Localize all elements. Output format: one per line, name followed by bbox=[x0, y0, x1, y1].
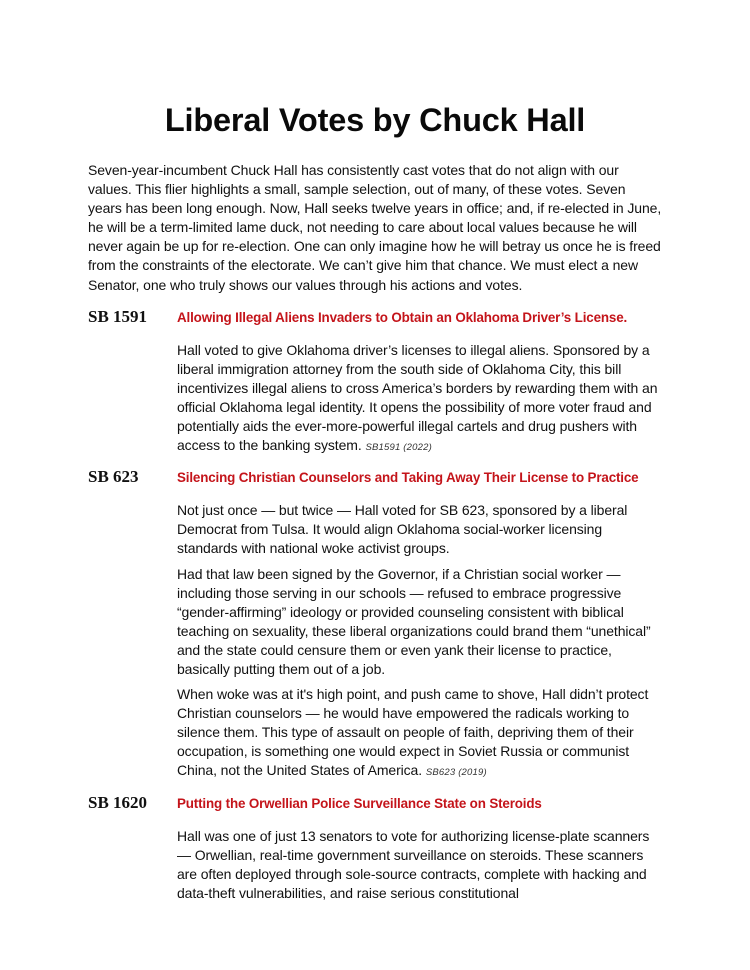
bill-paragraph bbox=[177, 685, 662, 782]
bill-paragraph: Not just once — but twice — Hall voted for SB 623, sponsored by a liberal Democrat from Tulsa. It would align Oklahoma social-worker licensing standards with national woke activist groups. bbox=[177, 502, 628, 557]
bill-body bbox=[177, 341, 662, 458]
bill-section-sb1620 bbox=[88, 793, 662, 903]
bill-paragraph-text: Hall voted to give Oklahoma driver’s licenses to illegal aliens. Sponsored by a liberal immigration attorney from the south side of Oklahoma City, this bill incentivizes illegal aliens to cross America’s borders by rewarding them with an official Oklahoma legal identity. It opens the possibility of more voter fraud and potentially aids the ever-more-powerful illegal cartels and drug pushers with access to the banking system. bbox=[177, 341, 658, 454]
intro-paragraph: Seven-year-incumbent Chuck Hall has consistently cast votes that do not align with our values. This flier highlights a small, sample selection, out of many, of these votes. Seven years has been long enough. Now, Hall seeks twelve years in office; and, if re-elected in June, he will be a term-limited lame duck, not needing to care about local values because he will never again be up for re-election. One can only imagine how he will betray us once he is freed from the constraints of the electorate. We can’t give him that chance. We must elect a new Senator, one who truly shows our values through his actions and votes. bbox=[88, 162, 662, 293]
bill-heading: Putting the Orwellian Police Surveillance State on Steroids bbox=[177, 795, 542, 811]
bill-section-sb1591 bbox=[88, 307, 662, 458]
bill-body bbox=[177, 501, 662, 782]
bill-paragraph: Hall was one of just 13 senators to vote for authorizing license-plate scanners — Orwellian, real-time government surveillance on steroids. These scanners are often deployed through sole-source contracts, complete with hacking and data-theft vulnerabilities, and raise serious constitutional bbox=[177, 827, 650, 901]
bill-header bbox=[88, 467, 662, 487]
bill-header bbox=[88, 793, 662, 813]
flier-page bbox=[88, 100, 662, 913]
bill-paragraph-text: When woke was at it's high point, and push came to shove, Hall didn’t protect Christian counselors — he would have empowered the radicals working to silence them. This type of assault on people of faith, depriving them of their occupation, is something one would expect in Soviet Russia or communist China, not the United States of America. bbox=[177, 686, 649, 779]
bill-heading: Allowing Illegal Aliens Invaders to Obtain an Oklahoma Driver’s License. bbox=[177, 309, 628, 325]
bill-number: SB 623 bbox=[88, 467, 139, 487]
bill-citation: SB1591 (2022) bbox=[365, 442, 432, 454]
bill-citation: SB623 (2019) bbox=[425, 767, 487, 779]
bill-body bbox=[177, 827, 662, 903]
bill-number: SB 1620 bbox=[88, 792, 148, 812]
bill-paragraph: Had that law been signed by the Governor, if a Christian social worker — including those serving in our schools — refused to embrace progressive “gender-affirming” ideology or provided counseling consistent with biblical teaching on sexuality, these liberal organizations could brand them “unethical” and the state could censure them or even yank their license to practice, basically putting them out of a job. bbox=[177, 565, 651, 677]
bill-section-sb623 bbox=[88, 467, 662, 782]
bill-number: SB 1591 bbox=[88, 306, 148, 326]
bill-header bbox=[88, 307, 662, 327]
bill-heading: Silencing Christian Counselors and Taking Away Their License to Practice bbox=[177, 470, 639, 486]
page-title: Liberal Votes by Chuck Hall bbox=[164, 102, 586, 138]
bill-paragraph bbox=[177, 341, 662, 458]
